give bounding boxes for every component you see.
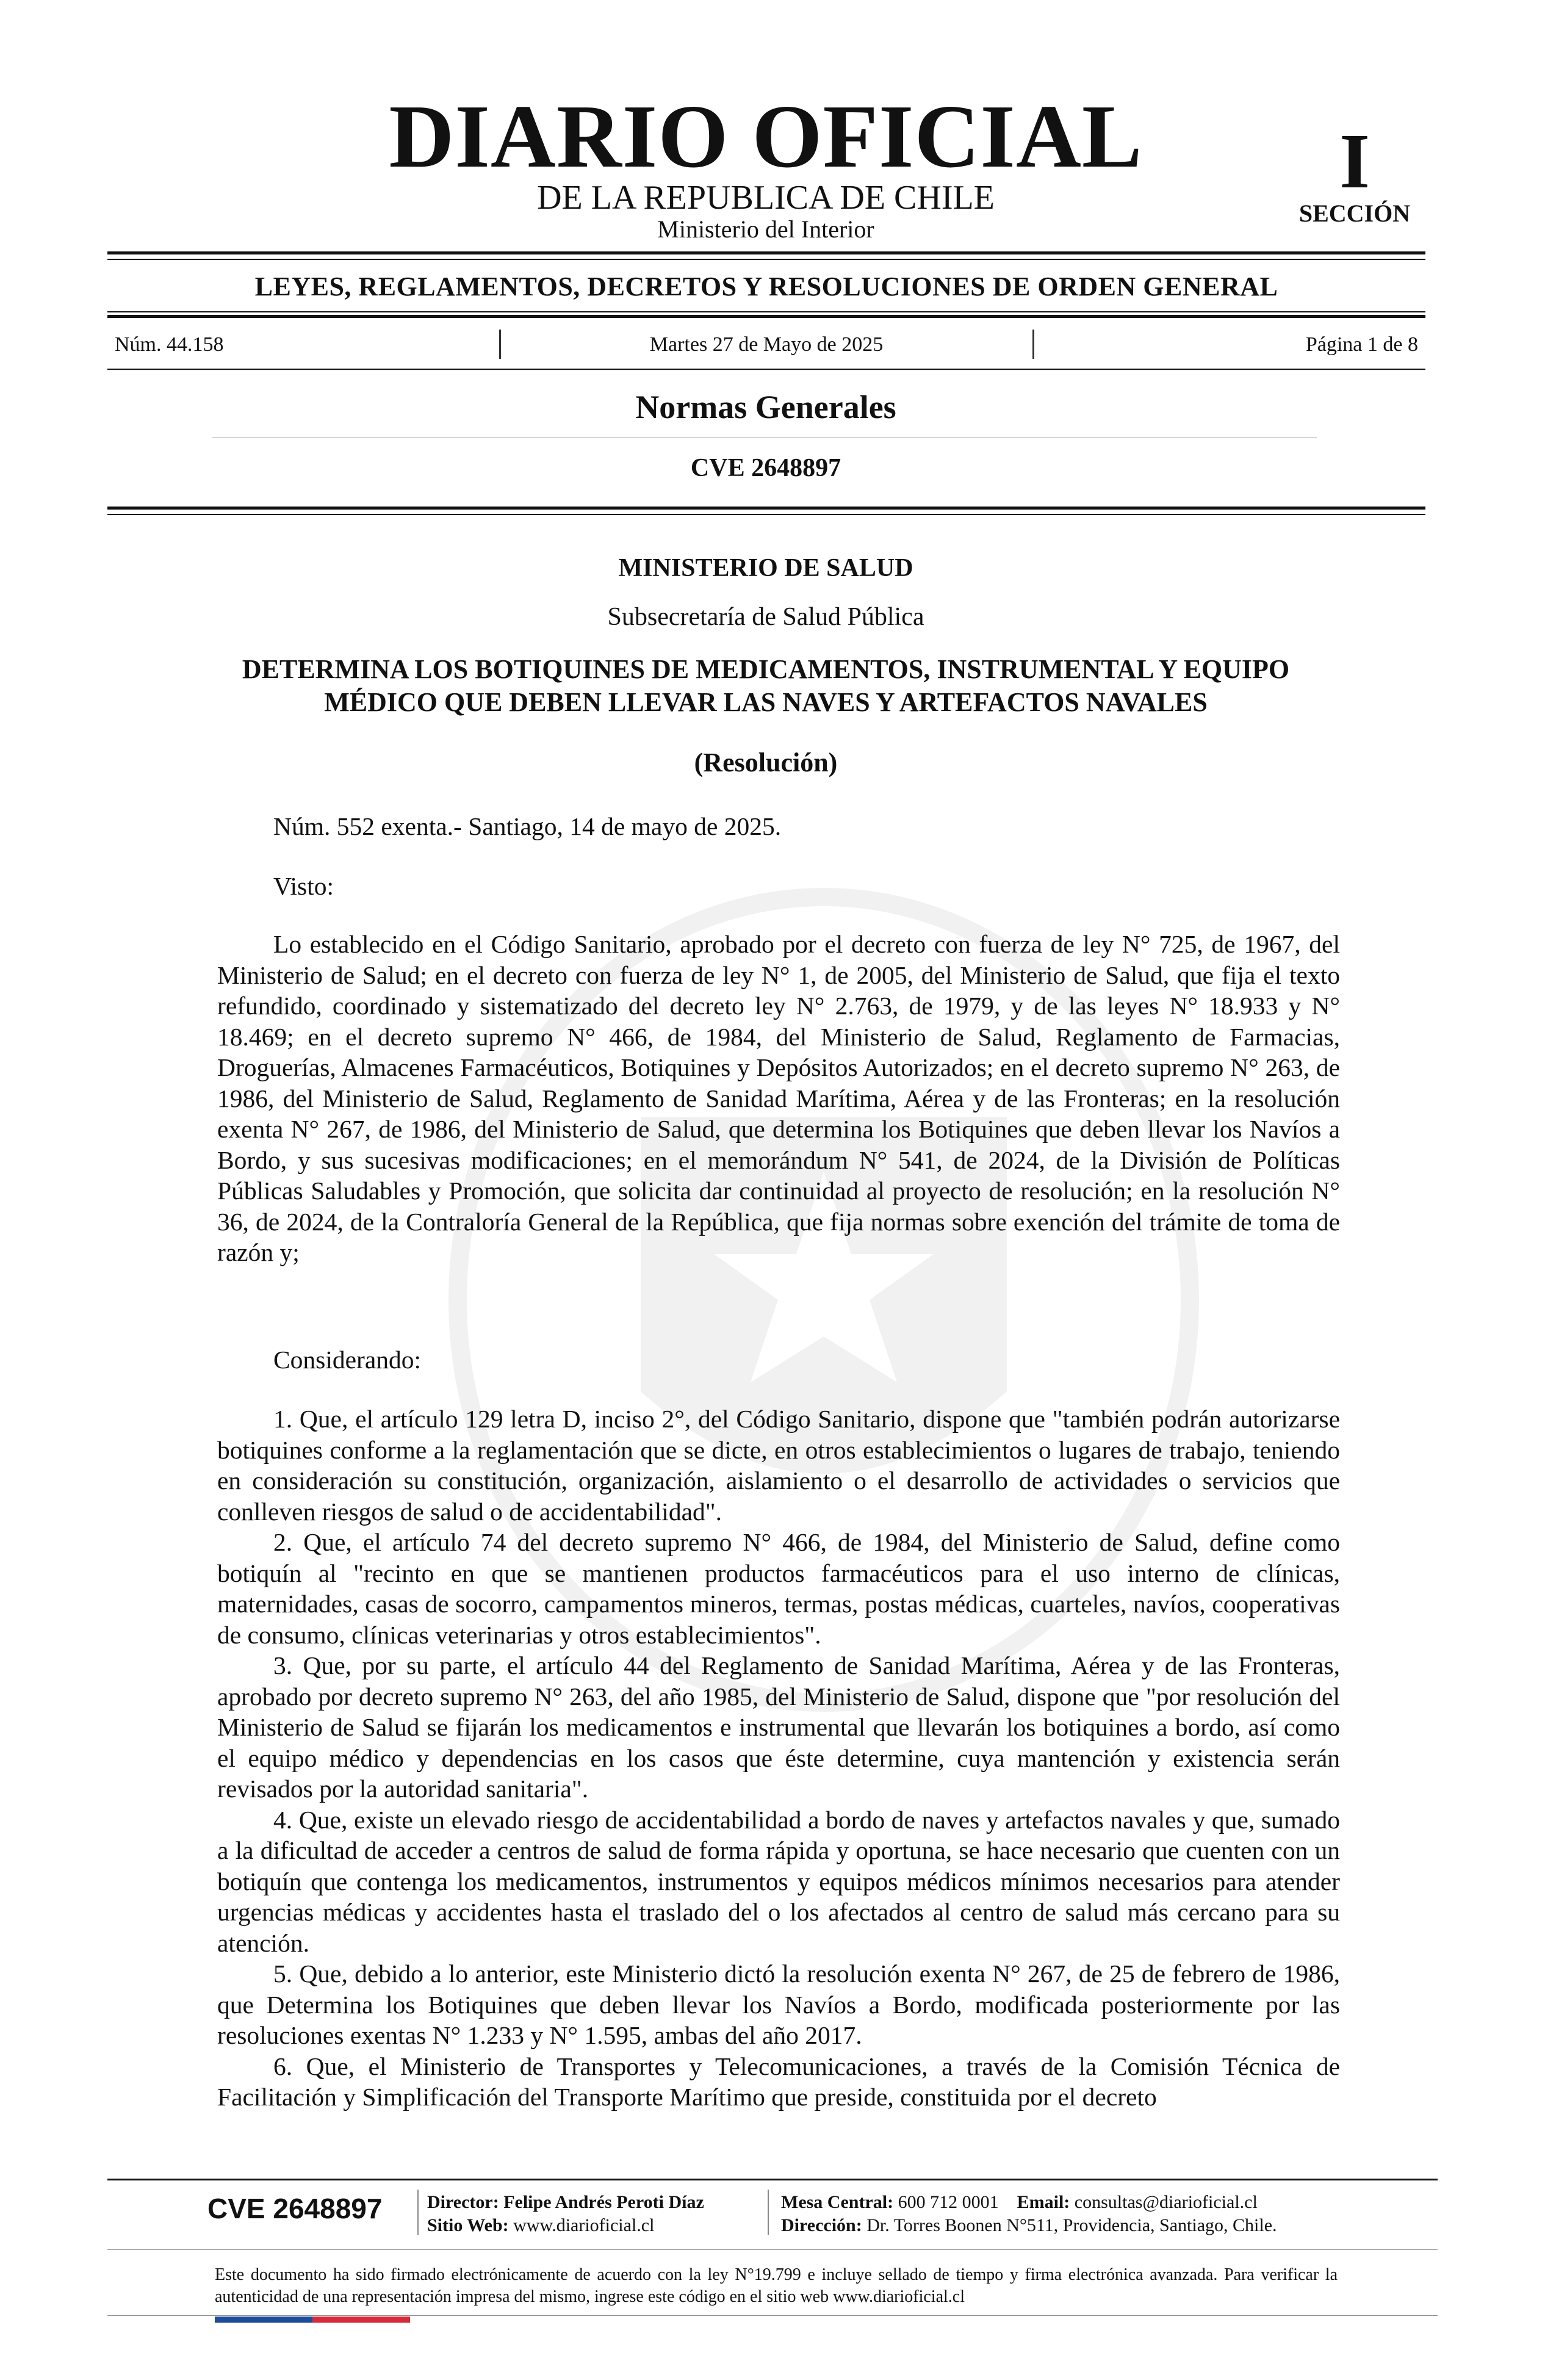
footer-rule-top — [107, 2179, 1438, 2180]
visto-text: Lo establecido en el Código Sanitario, aprobado por el decreto con fuerza de ley N° 725, de 1967, del Ministerio de Salud; en el decreto con fuerza de ley N° 1, de 2005, del Ministerio de Salud, que fija el texto refundido, coordinado y sistematizado del decreto ley N° 2.763, de 1979, y de las leyes N° 18.933 y N° 18.469; en el decreto supremo N° 466, de 1984, del Ministerio de Salud, Reglamento de Farmacias, Droguerías, Almacenes Farmacéuticos, Botiquines y Depósitos Autorizados; en el decreto supremo N° 263, de 1986, del Ministerio de Salud, Reglamento de Sanidad Marítima, Aérea y de las Fronteras; en la resolución exenta N° 267, de 1986, del Ministerio de Salud, que determina los Botiquines que deben llevar los Navíos a Bordo, y sus sucesivas modificaciones; en el memorándum N° 541, de 2024, de la División de Políticas Públicas Saludables y Promoción, que solicita dar continuidad al proyecto de resolución; en la resolución N° 36, de 2024, de la Contraloría General de la República, que fija normas sobre exención del trámite de toma de razón y; — [217, 930, 1340, 1266]
footer-cve-code: CVE 2648897 — [207, 2193, 383, 2224]
masthead-rule-top — [107, 251, 1425, 254]
footer-website: Sitio Web: www.diarioficial.cl — [427, 2215, 655, 2235]
considerando-item: 2. Que, el artículo 74 del decreto supremo N° 466, de 1984, del Ministerio de Salud, define como botiquín al "recinto en que se mantienen productos farmacéuticos para el uso interno de clínicas, maternidades, casas de socorro, campamentos mineros, termas, postas médicas, cuarteles, navíos, cooperativas de consumo, clínicas veterinarias y otros establecimientos". — [217, 1528, 1340, 1649]
doc-type: (Resolución) — [694, 748, 838, 777]
doc-title: DETERMINA LOS BOTIQUINES DE MEDICAMENTOS, INSTRUMENTAL Y EQUIPO MÉDICO QUE DEBEN LLEVAR LAS NAVES Y ARTEFACTOS NAVALES — [242, 654, 1290, 717]
header-rule-thin — [107, 514, 1425, 515]
doc-subsecretaria: Subsecretaría de Salud Pública — [607, 603, 924, 631]
doc-ministry: MINISTERIO DE SALUD — [618, 554, 913, 582]
visto-paragraph — [217, 929, 1340, 1268]
doc-number-line: Núm. 552 exenta.- Santiago, 14 de mayo de 2025. — [273, 812, 782, 840]
category-rule-thick — [107, 315, 1425, 318]
issue-date: Martes 27 de Mayo de 2025 — [649, 333, 884, 356]
section-title-rule — [212, 437, 1317, 438]
footer-address: Dirección: Dr. Torres Boonen N°511, Providencia, Santiago, Chile. — [781, 2215, 1277, 2235]
considerando-item: 6. Que, el Ministerio de Transportes y Telecomunicaciones, a través de la Comisión Técnica de Facilitación y Simplificación del Transporte Marítimo que preside, constituida por el decreto — [217, 2052, 1340, 2111]
footer-email-link[interactable]: consultas@diarioficial.cl — [1074, 2192, 1258, 2212]
category-heading: LEYES, REGLAMENTOS, DECRETOS Y RESOLUCIONES DE ORDEN GENERAL — [254, 272, 1278, 301]
section-title: Normas Generales — [635, 389, 896, 425]
section-label: SECCIÓN — [1298, 200, 1411, 227]
flag-stripe-red — [312, 2317, 410, 2323]
info-rule — [107, 369, 1425, 370]
category-rule-thin — [107, 311, 1425, 312]
masthead-ministry: Ministerio del Interior — [657, 215, 874, 243]
footer-separator — [417, 2190, 419, 2235]
header-rule-thick — [107, 507, 1425, 510]
considerando-item: 1. Que, el artículo 129 letra D, inciso 2°, del Código Sanitario, dispone que "también podrán autorizarse botiquines conforme a la reglamentación que se dicte, en otros establecimientos o lugares de trabajo, teniendo en consideración su constitución, organización, aislamiento o el desarrollo de actividades o servicios que conlleven riesgos de salud o de accidentabilidad". — [217, 1405, 1340, 1526]
footer-rule-mid — [107, 2249, 1438, 2250]
considerando-item: 5. Que, debido a lo anterior, este Ministerio dictó la resolución exenta N° 267, de 25 de febrero de 1986, que Determina los Botiquines que deben llevar los Navíos a Bordo, modificada posteriormente por las resoluciones exentas N° 1.233 y N° 1.595, ambas del año 2017. — [217, 1960, 1340, 2049]
footer-website-link[interactable]: www.diarioficial.cl — [513, 2215, 655, 2235]
footer-separator — [768, 2190, 769, 2235]
page-indicator: Página 1 de 8 — [1305, 333, 1418, 356]
footer-rule-bottom — [107, 2315, 1438, 2316]
considerandos-list — [217, 1404, 1340, 2113]
cve-code: CVE 2648897 — [690, 454, 841, 482]
flag-stripe-blue — [215, 2317, 312, 2323]
masthead-title: DIARIO OFICIAL — [389, 87, 1143, 187]
considerando-label: Considerando: — [273, 1346, 422, 1374]
visto-label: Visto: — [273, 872, 334, 900]
issue-number: Núm. 44.158 — [115, 333, 224, 356]
section-number: I — [1339, 118, 1370, 204]
footer-director: Director: Felipe Andrés Peroti Díaz — [427, 2192, 704, 2212]
considerando-item: 3. Que, por su parte, el artículo 44 del Reglamento de Sanidad Marítima, Aérea y de las Fronteras, aprobado por decreto supremo N° 263, del año 1985, del Ministerio de Salud, dispone que "por resolución del Ministerio de Salud se fijarán los medicamentos e instrumental que llevarán los botiquines a bordo, así como el equipo médico y dependencias en los casos que éste determine, cuya mantención y existencia serán revisados por la autoridad sanitaria". — [217, 1651, 1340, 1803]
masthead-rule-thin — [107, 259, 1425, 260]
footer-legal-notice: Este documento ha sido firmado electrónicamente de acuerdo con la ley N°19.799 e incluye sellado de tiempo y firma electrónica avanzada. Para verificar la autenticidad de una representación impresa del mismo, ingrese este código en el sitio web www.diarioficial.cl — [215, 2265, 1338, 2306]
footer-contact: Mesa Central: 600 712 0001 Email: consultas@diarioficial.cl — [781, 2192, 1258, 2212]
info-separator — [499, 330, 501, 359]
info-separator — [1032, 330, 1034, 359]
considerando-item: 4. Que, existe un elevado riesgo de accidentabilidad a bordo de naves y artefactos navales y que, sumado a la dificultad de acceder a centros de salud de forma rápida y oportuna, se hace necesario que cuenten con un botiquín que contenga los medicamentos, instrumentos y equipos médicos mínimos necesarios para atender urgencias médicas y accidentes hasta el traslado del o los afectados al centro de salud más cercano para su atención. — [217, 1805, 1340, 1957]
masthead-subtitle: DE LA REPUBLICA DE CHILE — [537, 179, 995, 217]
